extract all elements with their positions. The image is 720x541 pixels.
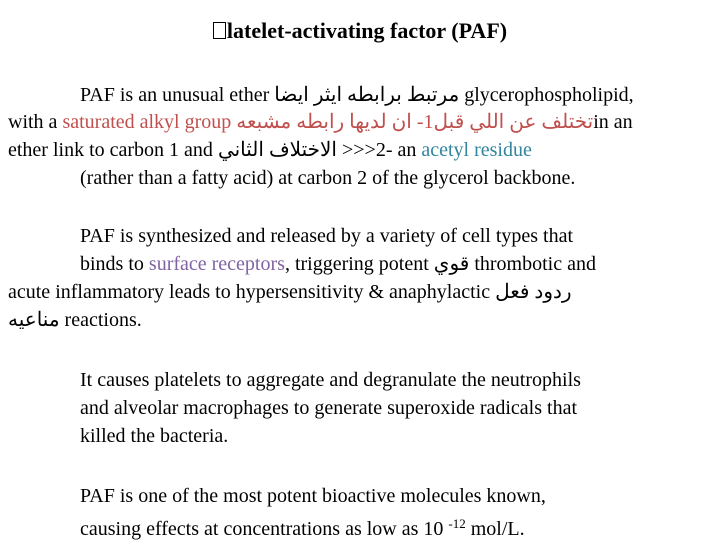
p2-l2-text-c: thrombotic and	[474, 253, 596, 275]
p4-l2-text-a: causing effects at concentrations as low as 10	[80, 518, 444, 540]
p4-line1	[80, 484, 546, 508]
acetyl-residue-text: acetyl residue	[421, 139, 532, 161]
p2-l1-text: PAF is synthesized and released by a variety of cell types that	[80, 225, 574, 247]
p2-l2-text-b: , triggering potent	[284, 253, 429, 275]
p4-l1-text: PAF is one of the most potent bioactive molecules known,	[80, 485, 546, 507]
p2-l2-arabic: قوي	[433, 253, 470, 275]
p2-line1	[80, 224, 573, 248]
p1-l2-text-a: with a	[8, 111, 58, 133]
p1-l1-text-a: PAF is an unusual ether	[80, 84, 270, 106]
p1-l3-text-a: ether link to carbon 1 and	[8, 139, 213, 161]
p1-l1-text-b: glycerophospholipid,	[464, 84, 634, 106]
p1-l2-text-b: in an	[593, 111, 633, 133]
p1-line1	[80, 83, 634, 107]
p2-line3	[8, 280, 572, 304]
saturated-alkyl-group-text: saturated alkyl group	[62, 111, 232, 133]
exponent-text: -12	[448, 516, 466, 531]
p4-l2-text-b: mol/L.	[470, 518, 525, 540]
p1-l3-arabic: الاختلاف الثاني	[217, 139, 337, 161]
p1-line3	[8, 138, 532, 162]
p2-l4-text: reactions.	[64, 309, 142, 331]
p1-line2	[8, 110, 633, 134]
surface-receptors-text: surface receptors	[148, 253, 285, 275]
p2-line2	[80, 252, 596, 276]
p3-line3	[80, 424, 228, 448]
p3-line1	[80, 368, 581, 392]
p2-l4-arabic: مناعيه	[8, 309, 60, 331]
p1-l4-text: (rather than a fatty acid) at carbon 2 of the glycerol backbone.	[80, 167, 576, 189]
p1-l3-text-b: >>>2- an	[341, 139, 417, 161]
p2-line4	[8, 308, 142, 332]
p3-l2-text: and alveolar macrophages to generate superoxide radicals that	[80, 397, 578, 419]
p1-l1-arabic: مرتبط برابطه ايثر ايضا	[274, 84, 460, 106]
p3-l1-text: It causes platelets to aggregate and degranulate the neutrophils	[80, 369, 581, 391]
p1-l2-arabic: تختلف عن اللي قبل1- ان لديها رابطه مشبعه	[236, 111, 594, 133]
p4-line2	[80, 512, 525, 541]
slide-title	[0, 18, 720, 44]
p2-l3-text-a: acute inflammatory leads to hypersensitivity & anaphylactic	[8, 281, 491, 303]
p3-l3-text: killed the bacteria.	[80, 425, 229, 447]
p2-l2-text-a: binds to	[80, 253, 144, 275]
p3-line2	[80, 396, 577, 420]
title-box-glyph	[213, 22, 226, 39]
p1-line4	[80, 166, 575, 190]
p2-l3-arabic: ردود فعل	[495, 281, 572, 303]
title-text: latelet-activating factor (PAF)	[226, 18, 508, 43]
